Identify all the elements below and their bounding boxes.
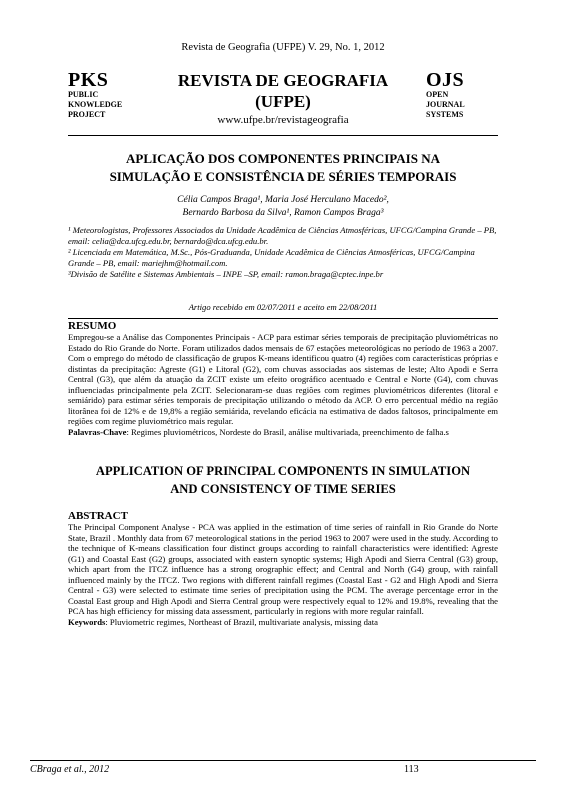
palavras-chave-label: Palavras-Chave — [68, 426, 127, 437]
palavras-chave-text: : Regimes pluviométricos, Nordeste do Brasil, análise multivariada, preenchimento de falha.s — [126, 426, 449, 437]
authors — [60, 194, 506, 219]
resumo-section — [68, 320, 498, 437]
journal-title-block — [163, 70, 403, 126]
journal-url[interactable]: www.ufpe.br/revistageografia — [217, 114, 349, 126]
ojs-logo — [426, 70, 506, 120]
pks-logo — [68, 70, 158, 120]
english-title-line2: AND CONSISTENCY OF TIME SERIES — [170, 481, 396, 496]
affiliation-1: ¹ Meteorologistas, Professores Associados da Unidade Acadêmica de Ciências Atmosféricas, UFCG/Campina Grande – PB, email: celia@dca.ufcg.edu.br, bernardo@dca.ufcg.edu.br. — [68, 225, 497, 246]
masthead-rule — [68, 135, 498, 136]
resumo-rule — [68, 318, 498, 319]
page-number: 113 — [404, 764, 419, 775]
pks-subtitle-1: PUBLIC — [68, 90, 99, 99]
abstract-section — [68, 510, 498, 627]
affiliation-2: ² Licenciada em Matemática, M.Sc., Pós-Graduanda, Unidade Acadêmica de Ciências Atmosféricas, UFCG/Campina Grande – PB, email: mariejhm@hotmail.com. — [68, 247, 475, 268]
palavras-chave — [68, 427, 498, 438]
article-title-line1: APLICAÇÃO DOS COMPONENTES PRINCIPAIS NA — [126, 151, 440, 166]
received-date: Artigo recebido em 02/07/2011 e aceito em 22/08/2011 — [188, 302, 378, 312]
article-title — [60, 150, 506, 186]
keywords-text: : Pluviometric regimes, Northeast of Brazil, multivariate analysis, missing data — [105, 616, 378, 627]
footer-rule — [30, 760, 536, 761]
journal-title-line2: (UFPE) — [255, 92, 311, 111]
journal-title-line1: REVISTA DE GEOGRAFIA — [177, 71, 389, 90]
running-head: Revista de Geografia (UFPE) V. 29, No. 1, 2012 — [181, 42, 385, 53]
english-title-line1: APPLICATION OF PRINCIPAL COMPONENTS IN SIMULATION — [95, 464, 471, 478]
footer-citation: CBraga et al., 2012 — [30, 764, 110, 775]
affiliations — [68, 225, 498, 280]
pks-subtitle-2: KNOWLEDGE — [68, 100, 123, 109]
ojs-subtitle-3: SYSTEMS — [426, 110, 464, 119]
keywords — [68, 617, 498, 628]
resumo-text: Empregou-se a Análise das Componentes Principais - ACP para estimar séries temporais de precipitação pluviométricas no Estado do Rio Grande do Norte. Foram utilizados dados mensais de 67 estações meteorológicas no período de 1963 a 2007. Com o emprego do método de classificação de grupos K-means identificou quatro (4) regiões com características próprias e distintas da precipitação: Agreste (G1) e Litoral (G2), com chuvas associadas aos sistemas de leste; Alto Apodi e Serra Central (G3), que além da atuação da ZCIT existe um efeito orográfico acentuado e Central e Norte (G4), com chuvas influenciadas principalmente pela ZCIT. Selecionaram-se duas regiões com regimes pluviométricos diferentes (litoral e semiárido) para estimar séries temporais de precipitação utilizando o método da ACP. O erro percentual médio na região litorânea foi de 12% e de 19,8% a região semiárida, revelando eficácia na estimativa de dados faltosos, principalmente em regiões com regime pluviométrico mais regular. — [68, 332, 498, 427]
ojs-logo-text: OJS — [426, 69, 465, 91]
keywords-label: Keywords — [68, 616, 106, 627]
authors-line1: Célia Campos Braga¹, Maria José Herculano Macedo², — [177, 195, 389, 205]
ojs-subtitle-2: JOURNAL — [426, 100, 465, 109]
ojs-subtitle-1: OPEN — [426, 90, 449, 99]
resumo-heading: RESUMO — [68, 320, 117, 332]
pks-subtitle-3: PROJECT — [68, 110, 106, 119]
article-title-line2: SIMULAÇÃO E CONSISTÊNCIA DE SÉRIES TEMPORAIS — [109, 169, 457, 184]
affiliation-3: ³Divisão de Satélite e Sistemas Ambientais – INPE –SP, email: ramon.braga@cptec.inpe.br — [68, 269, 384, 279]
abstract-heading: ABSTRACT — [68, 510, 128, 522]
english-title — [60, 463, 506, 498]
authors-line2: Bernardo Barbosa da Silva¹, Ramon Campos Braga³ — [182, 207, 384, 218]
abstract-text: The Principal Component Analyse - PCA was applied in the estimation of time series of rainfall in Rio Grande do Norte State, Brazil . Monthly data from 67 meteorological stations in the period 1963 to 2007 were used in the study. According to the technique of K-means classification four distinct groups according to rainfall characteristics were identified: Agreste (G1) and Coastal East (G2) groups, associated with eastern synoptic systems; High Apodi and Sierra Central (G3) group, which apart from the ITCZ influence has a strong orographic effect; and Central and North (G4) group, with rainfall influenced mainly by the ITCZ. Two regions with different rainfall regimes (Coastal East - G2 and High Apodi and Sierra Central - G3) were selected to estimate time series of precipitation using the PCM. The average percentage error in the Coastal East group and High Apodi and Sierra Central group were respectively equal to 12% and 19.8%, revealing that the PCA has high efficiency for missing data assessment, particularly in regions with more regular rainfall. — [68, 522, 498, 617]
pks-logo-text: PKS — [68, 69, 109, 91]
masthead — [68, 70, 498, 132]
